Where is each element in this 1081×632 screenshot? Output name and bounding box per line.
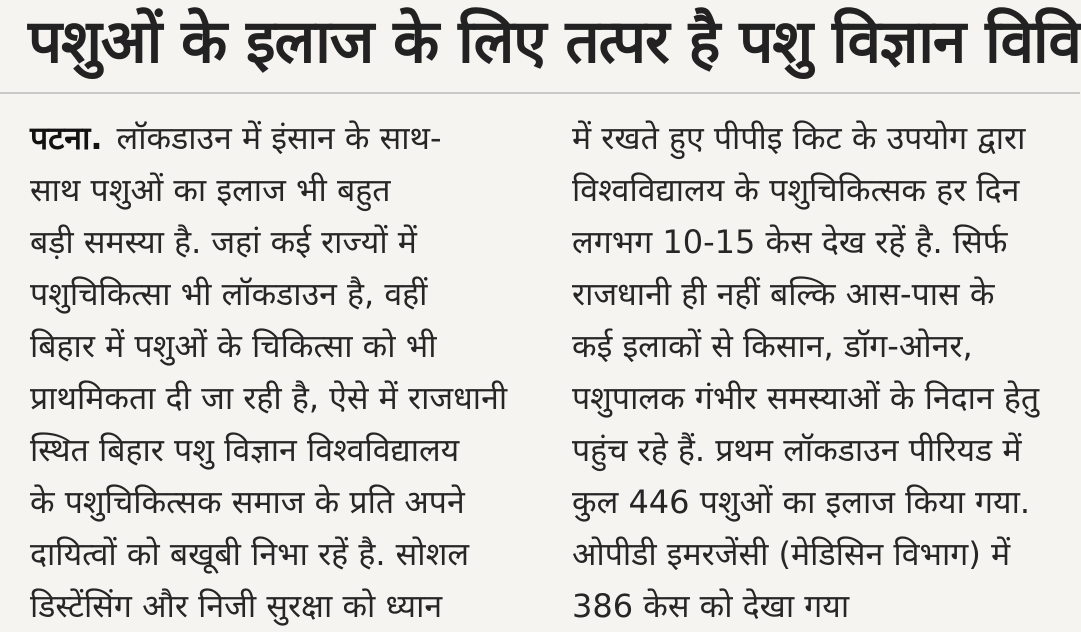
article-line: साथ पशुओं का इलाज भी बहुत [30, 171, 391, 209]
article-line [30, 112, 520, 164]
article-line: के पशुचिकित्सक समाज के प्रति अपने [30, 483, 465, 521]
article-line: बिहार में पशुओं के चिकित्सा को भी [30, 327, 437, 365]
article-line: पशुचिकित्सा भी लॉकडाउन है, वहीं [30, 275, 428, 313]
article-line-text: लॉकडाउन में इंसान के साथ- [116, 119, 442, 157]
article-line: पहुंच रहे हैं. प्रथम लॉकडाउन पीरियड में [572, 431, 1022, 469]
article-line: लगभग 10-15 केस देख रहें है. सिर्फ [572, 223, 1008, 261]
article-line: 386 केस को देखा गया [572, 587, 850, 625]
article-line: कुल 446 पशुओं का इलाज किया गया. [572, 483, 1031, 521]
article-column-right [572, 112, 1062, 625]
dateline: पटना. [30, 119, 103, 157]
article-line: डिस्टेंसिंग और निजी सुरक्षा को ध्यान [30, 587, 443, 625]
article-line: कई इलाकों से किसान, डॉग-ओनर, [572, 327, 973, 365]
article-line: राजधानी ही नहीं बल्कि आस-पास के [572, 275, 995, 313]
article-line: बड़ी समस्या है. जहां कई राज्यों में [30, 223, 417, 261]
article-line: विश्वविद्यालय के पशुचिकित्सक हर दिन [572, 171, 1020, 209]
article-line: दायित्वों को बखूबी निभा रहें है. सोशल [30, 535, 470, 573]
article-line: स्थित बिहार पशु विज्ञान विश्वविद्यालय [30, 431, 460, 469]
article-line: में रखते हुए पीपीइ किट के उपयोग द्वारा [572, 119, 1026, 157]
headline: पशुओं के इलाज के लिए तत्पर है पशु विज्ञान विवि [28, 7, 1081, 77]
article-line: पशुपालक गंभीर समस्याओं के निदान हेतु [572, 379, 1040, 417]
headline-rule [0, 92, 1080, 94]
article-line: प्राथमिकता दी जा रही है, ऐसे में राजधानी [30, 379, 508, 417]
article-column-left [30, 112, 520, 625]
article-line: ओपीडी इमरजेंसी (मेडिसिन विभाग) में [572, 535, 1011, 573]
